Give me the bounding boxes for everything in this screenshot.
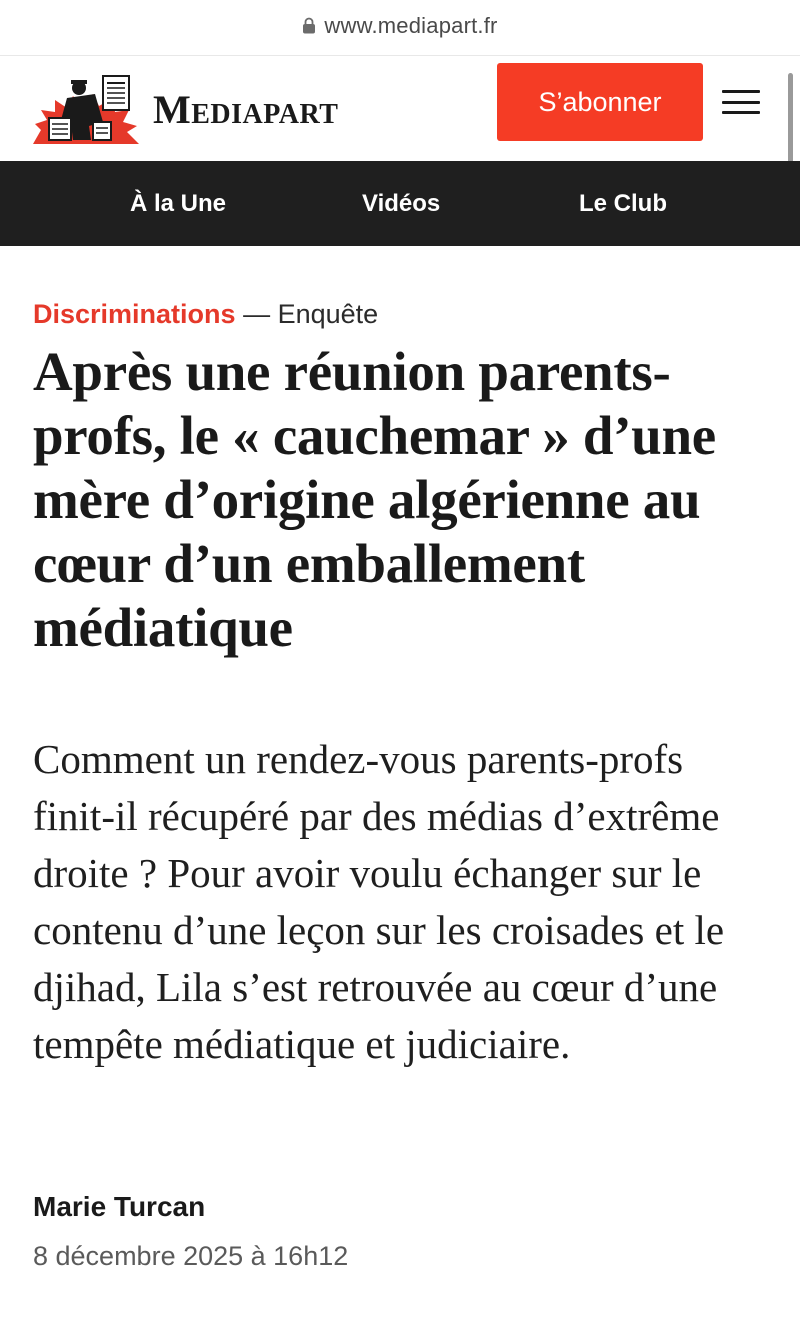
nav-item-videos[interactable]: Vidéos xyxy=(362,189,441,217)
menu-line xyxy=(722,111,760,114)
author-link[interactable]: Marie Turcan xyxy=(33,1191,206,1222)
publication-date: 8 décembre 2025 à 16h12 xyxy=(33,1241,349,1271)
hamburger-menu-icon[interactable] xyxy=(722,85,764,119)
article-title: Après une réunion parents-profs, le « cauchemar » d’une mère d’origine algérienne au cœur d’un emballement médiatique xyxy=(33,341,716,658)
menu-line xyxy=(722,90,760,93)
article-kicker xyxy=(33,297,378,331)
category-link[interactable]: Discriminations xyxy=(33,299,236,329)
kicker-separator: — xyxy=(243,299,271,329)
article-type: Enquête xyxy=(277,299,379,329)
site-header xyxy=(0,57,800,161)
url-text[interactable]: www.mediapart.fr xyxy=(324,12,498,38)
logo-wordmark: Mediapart xyxy=(153,87,339,132)
logo-crier-icon xyxy=(33,74,139,144)
lock-icon xyxy=(302,17,316,34)
url-container[interactable] xyxy=(302,13,497,39)
main-nav xyxy=(0,161,800,246)
nav-item-a-la-une[interactable]: À la Une xyxy=(130,189,227,217)
article-lede: Comment un rendez-vous parents-profs finit-il récupéré par des médias d’extrême droite ? Pour avoir voulu échanger sur le contenu d’une leçon sur les croisades et le djihad, Lila s’est retrouvée au cœur d’une tempête médiatique et judiciaire. xyxy=(33,736,725,1067)
subscribe-button[interactable]: S’abonner xyxy=(497,63,703,141)
nav-item-le-club[interactable]: Le Club xyxy=(579,189,667,217)
menu-line xyxy=(722,101,760,104)
mediapart-logo[interactable] xyxy=(33,69,383,149)
browser-url-bar[interactable] xyxy=(0,0,800,56)
